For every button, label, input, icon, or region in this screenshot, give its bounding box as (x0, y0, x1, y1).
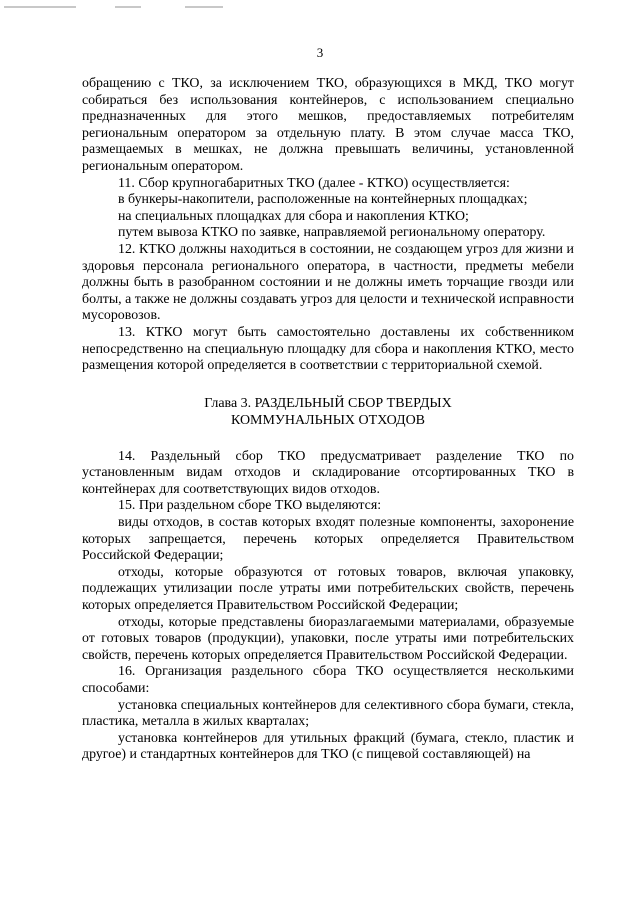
scan-artifact (185, 6, 223, 8)
paragraph: 12. КТКО должны находиться в состоянии, не создающем угроз для жизни и здоровья персонала регионального оператора, в частности, предметы мебели должны быть в разобранном состоянии и не должны иметь торчащие гвозди или болты, а также не должны создавать угроз для целости и технической исправности мусоровозов. (82, 241, 575, 324)
paragraph: виды отходов, в состав которых входят полезные компоненты, захоронение которых запрещается, перечень которых определяется Правительством Российской Федерации; (82, 515, 574, 564)
paragraph: 16. Организация раздельного сбора ТКО осуществляется несколькими способами: (82, 664, 574, 696)
paragraph: установка специальных контейнеров для селективного сбора бумаги, стекла, пластика, металла в жилых кварталах; (82, 697, 574, 730)
paragraph: 13. КТКО могут быть самостоятельно доставлены их собственником непосредственно на специальную площадку для сбора и накопления КТКО, место размещения которой определяется в соответствии с территориальной схемой. (82, 324, 574, 374)
paragraph: на специальных площадках для сбора и накопления КТКО; (118, 208, 469, 224)
paragraph: путем вывоза КТКО по заявке, направляемой региональному оператору. (118, 225, 546, 241)
paragraph: 11. Сбор крупногабаритных ТКО (далее - КТКО) осуществляется: (118, 175, 510, 191)
paragraph: установка контейнеров для утильных фракций (бумага, стекло, пластик и другое) и стандартных контейнеров для ТКО (с пищевой составляющей) на (82, 730, 574, 763)
paragraph: 14. Раздельный сбор ТКО предусматривает разделение ТКО по установленным видам отходов и складирование отсортированных ТКО в контейнерах для соответствующих видов отходов. (82, 448, 574, 497)
chapter-heading (82, 395, 574, 429)
document-body (82, 76, 574, 764)
paragraph: отходы, которые представлены биоразлагаемыми материалами, образуемые от готовых товаров (продукции), упаковки, после утраты ими потребительских свойств, перечень которых определяется Правительством Российской Федерации. (82, 614, 574, 663)
paragraph: в бункеры-накопители, расположенные на контейнерных площадках; (118, 192, 528, 208)
chapter-heading-line: Глава 3. РАЗДЕЛЬНЫЙ СБОР ТВЕРДЫХ (204, 395, 452, 411)
page-number: 3 (316, 45, 324, 60)
scan-artifact (115, 6, 141, 8)
paragraph: обращению с ТКО, за исключением ТКО, образующихся в МКД, ТКО могут собираться без использования контейнеров, с использованием специально предназначенных для этого мешков, предоставляемых потребителям региональным оператором за отдельную плату. В этом случае масса ТКО, размещаемых в мешках, не должна превышать величины, установленной региональным оператором. (82, 76, 574, 174)
paragraph: 15. При раздельном сборе ТКО выделяются: (118, 498, 382, 514)
chapter-heading-line: КОММУНАЛЬНЫХ ОТХОДОВ (230, 412, 426, 428)
scan-artifact (4, 6, 76, 8)
paragraph: отходы, которые образуются от готовых товаров, включая упаковку, подлежащих утилизации после утраты ими потребительских свойств, перечень которых определяется Правительством Российской Федерации; (82, 564, 574, 614)
